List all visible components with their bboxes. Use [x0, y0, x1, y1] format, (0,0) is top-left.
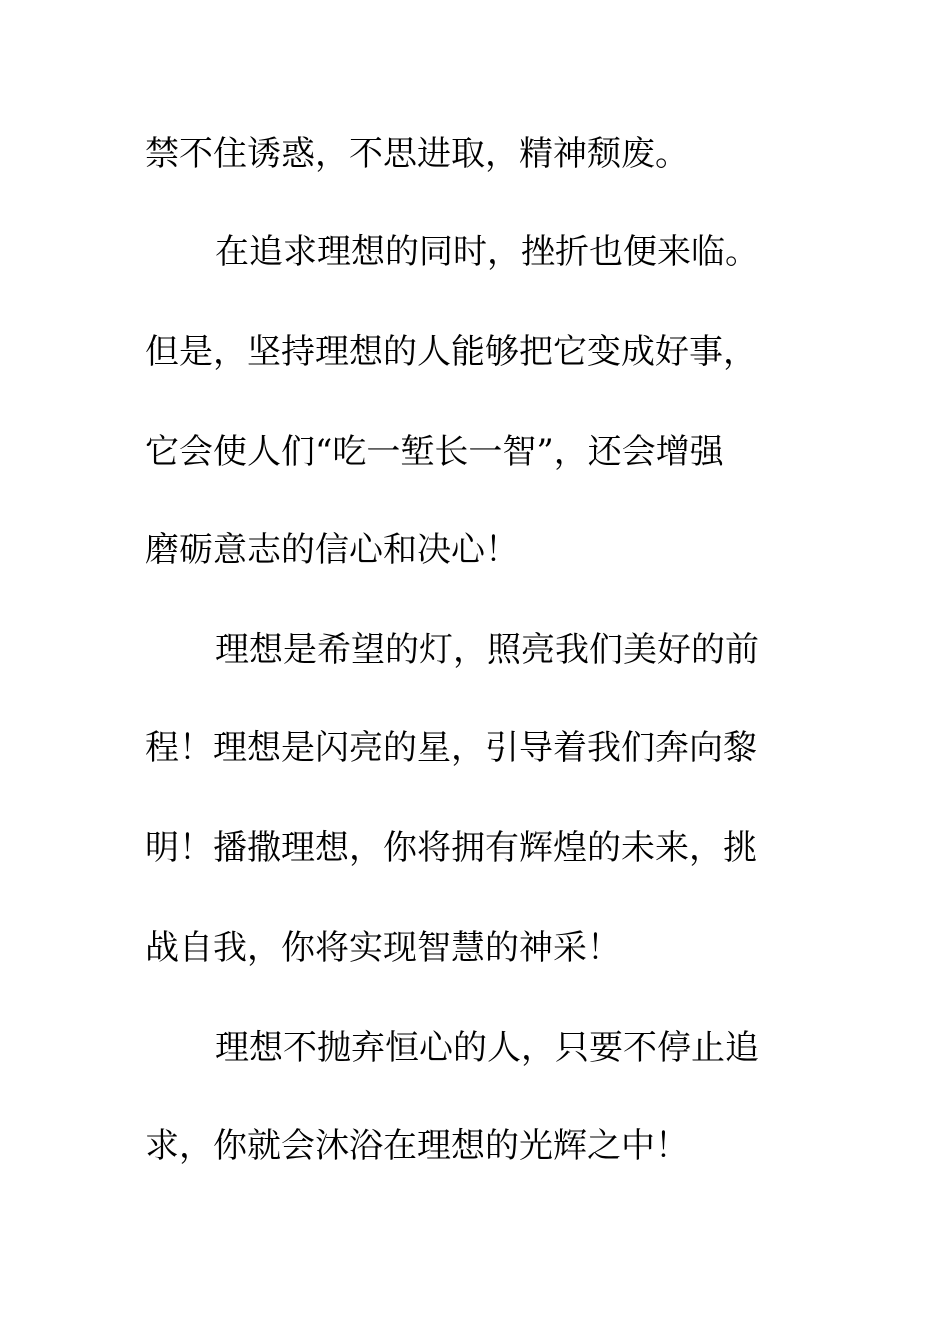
text-line-7: 程！理想是闪亮的星，引导着我们奔向黎: [145, 728, 757, 768]
text-line-2: 在追求理想的同时，挫折也便来临。: [215, 232, 759, 272]
text-line-3: 但是，坚持理想的人能够把它变成好事，: [145, 332, 757, 372]
text-line-1: 禁不住诱惑，不思进取，精神颓废。: [145, 134, 689, 174]
text-line-11: 求，你就会沐浴在理想的光辉之中！: [145, 1126, 689, 1166]
text-line-10: 理想不抛弃恒心的人，只要不停止追: [215, 1028, 759, 1068]
text-line-6: 理想是希望的灯，照亮我们美好的前: [215, 630, 759, 670]
text-line-9: 战自我，你将实现智慧的神采！: [145, 928, 621, 968]
text-line-8: 明！播撒理想，你将拥有辉煌的未来，挑: [145, 828, 757, 868]
text-line-4: 它会使人们“吃一堑长一智”，还会增强: [145, 432, 724, 472]
text-line-5: 磨砺意志的信心和决心！: [145, 530, 519, 570]
